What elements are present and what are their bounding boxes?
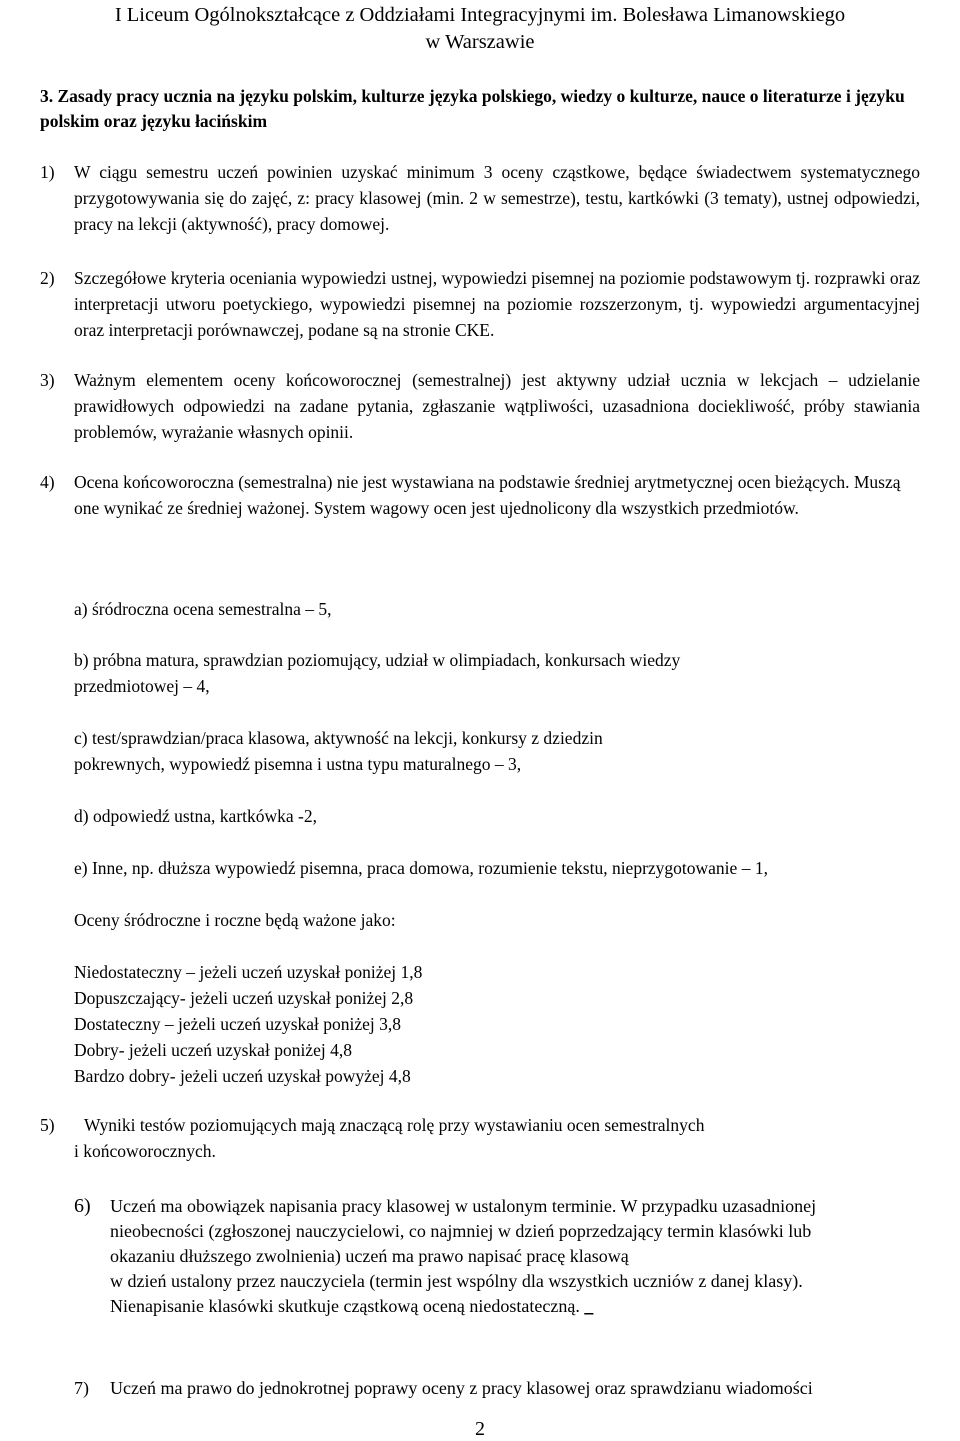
grade-threshold: Bardzo dobry- jeżeli uczeń uzyskał powyżej 4,8 <box>74 1066 411 1086</box>
list-item <box>40 265 920 343</box>
item-number: 3) <box>40 370 55 390</box>
item-number: 6) <box>74 1195 91 1217</box>
item6-line: Uczeń ma obowiązek napisania pracy klasowej w ustalonym terminie. W przypadku uzasadnionej <box>110 1196 817 1216</box>
list-item <box>40 469 920 521</box>
weight-d: d) odpowiedź ustna, kartkówka -2, <box>74 806 317 826</box>
item6-line: nieobecności (zgłoszonej nauczycielowi, co najmniej w dzień poprzedzający termin klasówki lub <box>110 1221 812 1241</box>
item-number: 4) <box>40 472 55 492</box>
item-number: 1) <box>40 162 55 182</box>
item6-line: okazaniu dłuższego zwolnienia) uczeń ma prawo napisać pracę klasową <box>110 1246 629 1266</box>
page-number: 2 <box>475 1418 485 1440</box>
item-text: Uczeń ma prawo do jednokrotnej poprawy oceny z pracy klasowej oraz sprawdzianu wiadomości <box>110 1378 813 1398</box>
weight-b-line1: b) próbna matura, sprawdzian poziomujący, udział w olimpiadach, konkursach wiedzy <box>74 650 681 670</box>
weight-e: e) Inne, np. dłuższa wypowiedź pisemna, praca domowa, rozumienie tekstu, nieprzygotowanie – 1, <box>74 858 768 878</box>
list-item <box>40 367 920 445</box>
item-text: Ważnym elementem oceny końcoworocznej (semestralnej) jest aktywny udział ucznia w lekcjach – udzielanie prawidłowych odpowiedzi na zadane pytania, zgłaszanie wątpliwości, uzasadniona dociekliwość, próby stawiania problemów, wyrażanie własnych opinii. <box>74 370 920 442</box>
underline-mark: _ <box>584 1296 594 1316</box>
list-item-6 <box>74 1194 954 1319</box>
section-heading: 3. Zasady pracy ucznia na języku polskim, kulturze języka polskiego, wiedzy o kulturze, nauce o literaturze i języku polskim oraz języku łacińskim <box>40 86 905 131</box>
weight-c-line2: pokrewnych, wypowiedź pisemna i ustna typu maturalnego – 3, <box>74 754 522 774</box>
item-number: 2) <box>40 268 55 288</box>
school-header <box>0 2 960 56</box>
list-item <box>40 159 920 237</box>
weight-c-line1: c) test/sprawdzian/praca klasowa, aktywność na lekcji, konkursy z dziedzin <box>74 728 603 748</box>
item6-line: w dzień ustalony przez nauczyciela (termin jest wspólny dla wszystkich uczniów z danej klasy). <box>110 1271 803 1291</box>
grade-threshold: Niedostateczny – jeżeli uczeń uzyskał poniżej 1,8 <box>74 962 423 982</box>
weight-c <box>74 725 944 777</box>
item-text: Ocena końcoworoczna (semestralna) nie jest wystawiana na podstawie średniej arytmetycznej ocen bieżących. Muszą one wynikać ze średniej ważonej. System wagowy ocen jest ujednolicony dla wszystkich przedmiotów. <box>74 472 901 518</box>
grades-list <box>74 959 944 1089</box>
item6-line <box>110 1294 816 1319</box>
item-text: Wyniki testów poziomujących mają znaczącą rolę przy wystawianiu ocen semestralnych <box>84 1115 705 1135</box>
list-item-5 <box>40 1112 920 1164</box>
item-text: Szczegółowe kryteria oceniania wypowiedzi ustnej, wypowiedzi pisemnej na poziomie podstawowym tj. rozprawki oraz interpretacji utworu poetyckiego, wypowiedzi pisemnej na poziomie rozszerzonym, tj. wypowiedzi argumentacyjnej oraz interpretacji porównawczej, podane są na stronie CKE. <box>74 268 920 340</box>
weight-b <box>74 647 944 699</box>
grade-threshold: Dobry- jeżeli uczeń uzyskał poniżej 4,8 <box>74 1040 352 1060</box>
grade-threshold: Dostateczny – jeżeli uczeń uzyskał poniżej 3,8 <box>74 1014 402 1034</box>
item-text-cont: i końcoworocznych. <box>74 1141 216 1161</box>
grade-threshold: Dopuszczający- jeżeli uczeń uzyskał poniżej 2,8 <box>74 988 414 1008</box>
school-city: w Warszawie <box>425 31 535 53</box>
item-number: 5) <box>40 1115 55 1135</box>
item-text: W ciągu semestru uczeń powinien uzyskać minimum 3 oceny cząstkowe, będące świadectwem systematycznego przygotowywania się do zajęć, z: pracy klasowej (min. 2 w semestrze), testu, kartkówki (3 tematy), ustnej odpowiedzi, pracy na lekcji (aktywność), pracy domowej. <box>74 162 920 234</box>
item-number: 7) <box>74 1378 89 1398</box>
weight-b-line2: przedmiotowej – 4, <box>74 676 210 696</box>
item-text <box>110 1194 816 1319</box>
rules-list <box>40 159 920 521</box>
weight-a: a) śródroczna ocena semestralna – 5, <box>74 599 332 619</box>
list-item-7 <box>74 1376 960 1401</box>
school-name: I Liceum Ogólnokształcące z Oddziałami Integracyjnymi im. Bolesława Limanowskiego <box>114 4 846 26</box>
grades-intro: Oceny śródroczne i roczne będą ważone jako: <box>74 910 396 930</box>
item6-line5: Nienapisanie klasówki skutkuje cząstkową oceną niedostateczną. <box>110 1296 580 1316</box>
